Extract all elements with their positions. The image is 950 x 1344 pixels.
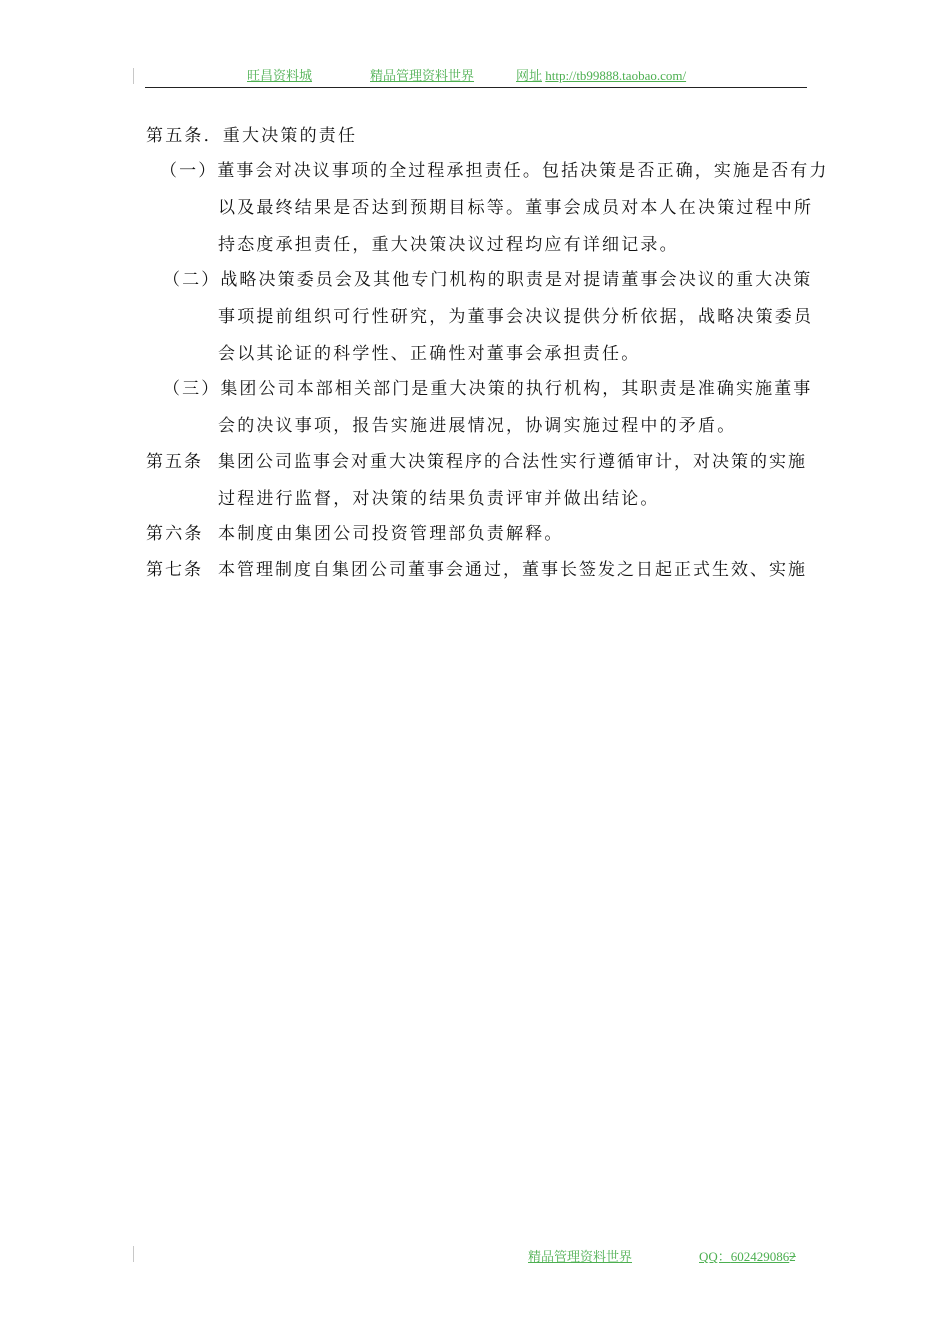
footer-qq-number: 602429086 (730, 1249, 790, 1264)
header-link-wangchang[interactable]: 旺昌资料城 (247, 68, 313, 83)
footer-qq-link[interactable] (699, 1249, 789, 1264)
article5-item3-line1 (163, 377, 812, 401)
article5b-line1 (146, 450, 807, 474)
article7-label: 第七条 (146, 560, 203, 580)
footer-page-number: 2 (789, 1249, 796, 1264)
article5-heading: 第五条．重大决策的责任 (146, 126, 358, 146)
header-url-link[interactable]: http://tb99888.taobao.com/ (545, 68, 687, 83)
header-url-group (516, 67, 686, 85)
article5-item1-line2: 以及最终结果是否达到预期目标等。董事会成员对本人在决策过程中所 (218, 198, 814, 218)
page-header (145, 67, 807, 88)
article5-item1-line1 (160, 159, 829, 183)
footer-qq-group (699, 1248, 796, 1266)
article5-item3-line2: 会的决议事项，报告实施进展情况，协调实施过程中的矛盾。 (218, 416, 737, 436)
article7-text: 本管理制度自集团公司董事会通过，董事长签发之日起正式生效、实施 (218, 560, 807, 580)
article5-item2-text-1: 战略决策委员会及其他专门机构的职责是对提请董事会决议的重大决策 (220, 270, 813, 290)
header-url-label[interactable]: 网址 (516, 68, 543, 83)
article6-label: 第六条 (146, 524, 204, 544)
article6-text: 本制度由集团公司投资管理部负责解释。 (218, 524, 564, 544)
article7-line (146, 558, 807, 582)
article5-item1-line3: 持态度承担责任，重大决策决议过程均应有详细记录。 (218, 235, 679, 255)
article5-item2-line1 (163, 268, 812, 292)
article5-item2-marker: （二） (163, 270, 221, 290)
header-link-jingpin[interactable]: 精品管理资料世界 (370, 68, 475, 83)
header-corner-mark (133, 68, 134, 84)
footer-link-jingpin[interactable]: 精品管理资料世界 (528, 1249, 633, 1264)
article5-item2-line3: 会以其论证的科学性、正确性对董事会承担责任。 (218, 344, 641, 364)
article6-line (146, 522, 564, 546)
article5b-text-1: 集团公司监事会对重大决策程序的合法性实行遵循审计，对决策的实施 (218, 452, 807, 472)
article5-item3-text-1: 集团公司本部相关部门是重大决策的执行机构，其职责是准确实施董事 (220, 379, 813, 399)
article5-item1-marker: （一） (160, 161, 218, 181)
article5-item2-line2: 事项提前组织可行性研究，为董事会决议提供分析依据，战略决策委员 (218, 307, 814, 327)
article5b-label: 第五条 (146, 452, 203, 472)
footer-qq-label: QQ： (699, 1249, 731, 1264)
article5-item1-text-1: 董事会对决议事项的全过程承担责任。包括决策是否正确，实施是否有力 (217, 161, 829, 181)
page-footer (0, 1248, 950, 1268)
article5b-line2: 过程进行监督，对决策的结果负责评审并做出结论。 (218, 489, 660, 509)
article5-item3-marker: （三） (163, 379, 221, 399)
